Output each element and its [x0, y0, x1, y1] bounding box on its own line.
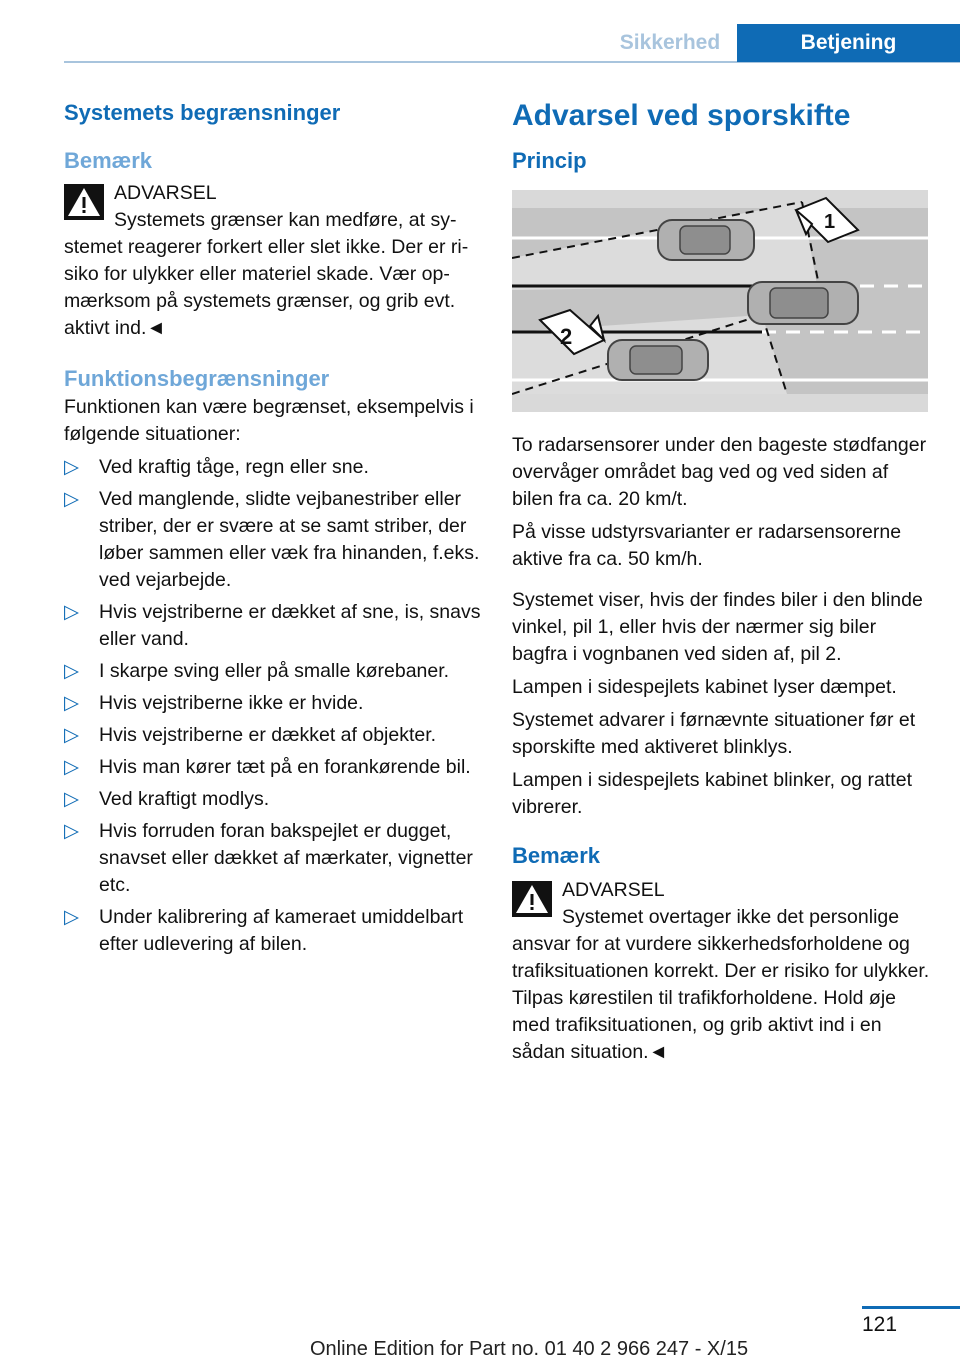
bullet-triangle-icon: ▷ — [64, 488, 79, 510]
principle-heading: Princip — [512, 148, 587, 173]
paragraph: Systemet advarer i førnævnte situationer før et sporskifte med aktiveret blinklys. — [512, 709, 916, 758]
list-item: ▷ Under kalibrering af kameraet umiddelbart efter udlevering af bilen. — [64, 906, 464, 955]
list-item: ▷ Ved kraftig tåge, regn eller sne. — [64, 454, 484, 481]
callout-label-1: 1 — [824, 211, 836, 233]
note-heading: Bemærk — [512, 843, 601, 868]
section-title: Systemets begrænsninger — [64, 100, 341, 125]
warning-title: ADVARSEL — [114, 182, 217, 204]
lane-change-diagram — [512, 190, 928, 412]
list-item: ▷ Hvis man kører tæt på en forankørende bil. — [64, 754, 484, 781]
car-approaching — [608, 340, 708, 380]
bullet-triangle-icon: ▷ — [64, 906, 79, 928]
paragraph: På visse udstyrsvarianter er radarsensorerne aktive fra ca. 50 km/h. — [512, 521, 902, 570]
bullet-triangle-icon: ▷ — [64, 601, 79, 623]
warning-box — [512, 877, 932, 1066]
paragraph: Lampen i sidespejlets kabinet lyser dæmpet. — [512, 676, 897, 698]
note-heading: Bemærk — [64, 148, 153, 173]
bullet-triangle-icon: ▷ — [64, 660, 79, 682]
limits-heading: Funktionsbegrænsninger — [64, 366, 330, 391]
limits-list — [64, 454, 484, 958]
car-blind-spot — [658, 220, 754, 260]
paragraph: To radarsensorer under den bageste stødfanger overvåger området bag ved og ved siden af bilen fra ca. 20 km/t. — [512, 434, 927, 510]
warning-text: Systemets grænser kan medføre, at systemet reagerer forkert eller slet ikke. Der er risiko for ulykker eller materiel skade. Vær opmærksom på systemets grænser, og grib evt. aktivt ind.◄ — [64, 209, 469, 339]
limits-intro: Funktionen kan være begrænset, eksempelvis i følgende situationer: — [64, 396, 474, 445]
right-column — [512, 96, 932, 1066]
bullet-triangle-icon: ▷ — [64, 456, 79, 478]
list-item: ▷ Ved kraftigt modlys. — [64, 786, 484, 813]
page-number: 121 — [862, 1313, 898, 1336]
list-item: ▷ Ved manglende, slidte vejbanestriber eller striber, der er svære at se samt striber, der løber sammen eller væk fra hinanden, f.eks. ved vejarbejde. — [64, 488, 480, 591]
tab-sikkerhed[interactable]: Sikkerhed — [619, 31, 721, 54]
warning-title: ADVARSEL — [562, 879, 665, 901]
warning-box — [64, 180, 484, 342]
list-item: ▷ Hvis forruden foran bakspejlet er dugget, snavset eller dækket af mærkater, vignetter etc. — [64, 820, 473, 896]
warning-text: Systemet overtager ikke det personlige ansvar for at vurdere sikkerhedsforholdene og trafiksituationen korrekt. Der er risiko for ulykker. Tilpas kørestilen til trafikforholdene. Hold øje med trafiksituationen, og grib aktivt ind i en sådan situation.◄ — [512, 906, 930, 1063]
paragraph: Lampen i sidespejlets kabinet blinker, og rattet vibrerer. — [512, 769, 912, 818]
warning-triangle-icon — [512, 881, 552, 917]
car-own — [748, 282, 858, 324]
bullet-triangle-icon: ▷ — [64, 724, 79, 746]
list-item: ▷ Hvis vejstriberne er dækket af objekter. — [64, 722, 484, 749]
paragraph: Systemet viser, hvis der findes biler i den blinde vinkel, pil 1, eller hvis der nærmer sig biler bagfra i vognbanen ved siden af, pil 2. — [512, 589, 923, 665]
list-item: ▷ Hvis vejstriberne er dækket af sne, is, snavs eller vand. — [64, 601, 481, 650]
bullet-triangle-icon: ▷ — [64, 692, 79, 714]
bullet-triangle-icon: ▷ — [64, 820, 79, 842]
callout-label-2: 2 — [560, 324, 573, 349]
tab-betjening[interactable]: Betjening — [737, 24, 960, 62]
list-item: ▷ I skarpe sving eller på smalle kørebaner. — [64, 658, 484, 685]
edition-note: Online Edition for Part no. 01 40 2 966 247 - X/15 — [310, 1338, 749, 1360]
bullet-triangle-icon: ▷ — [64, 756, 79, 778]
list-item: ▷ Hvis vejstriberne ikke er hvide. — [64, 690, 484, 717]
page-title: Advarsel ved sporskifte — [512, 99, 851, 132]
footer-rule — [862, 1306, 960, 1309]
left-column — [64, 98, 484, 963]
bullet-triangle-icon: ▷ — [64, 788, 79, 810]
warning-triangle-icon — [64, 184, 104, 220]
